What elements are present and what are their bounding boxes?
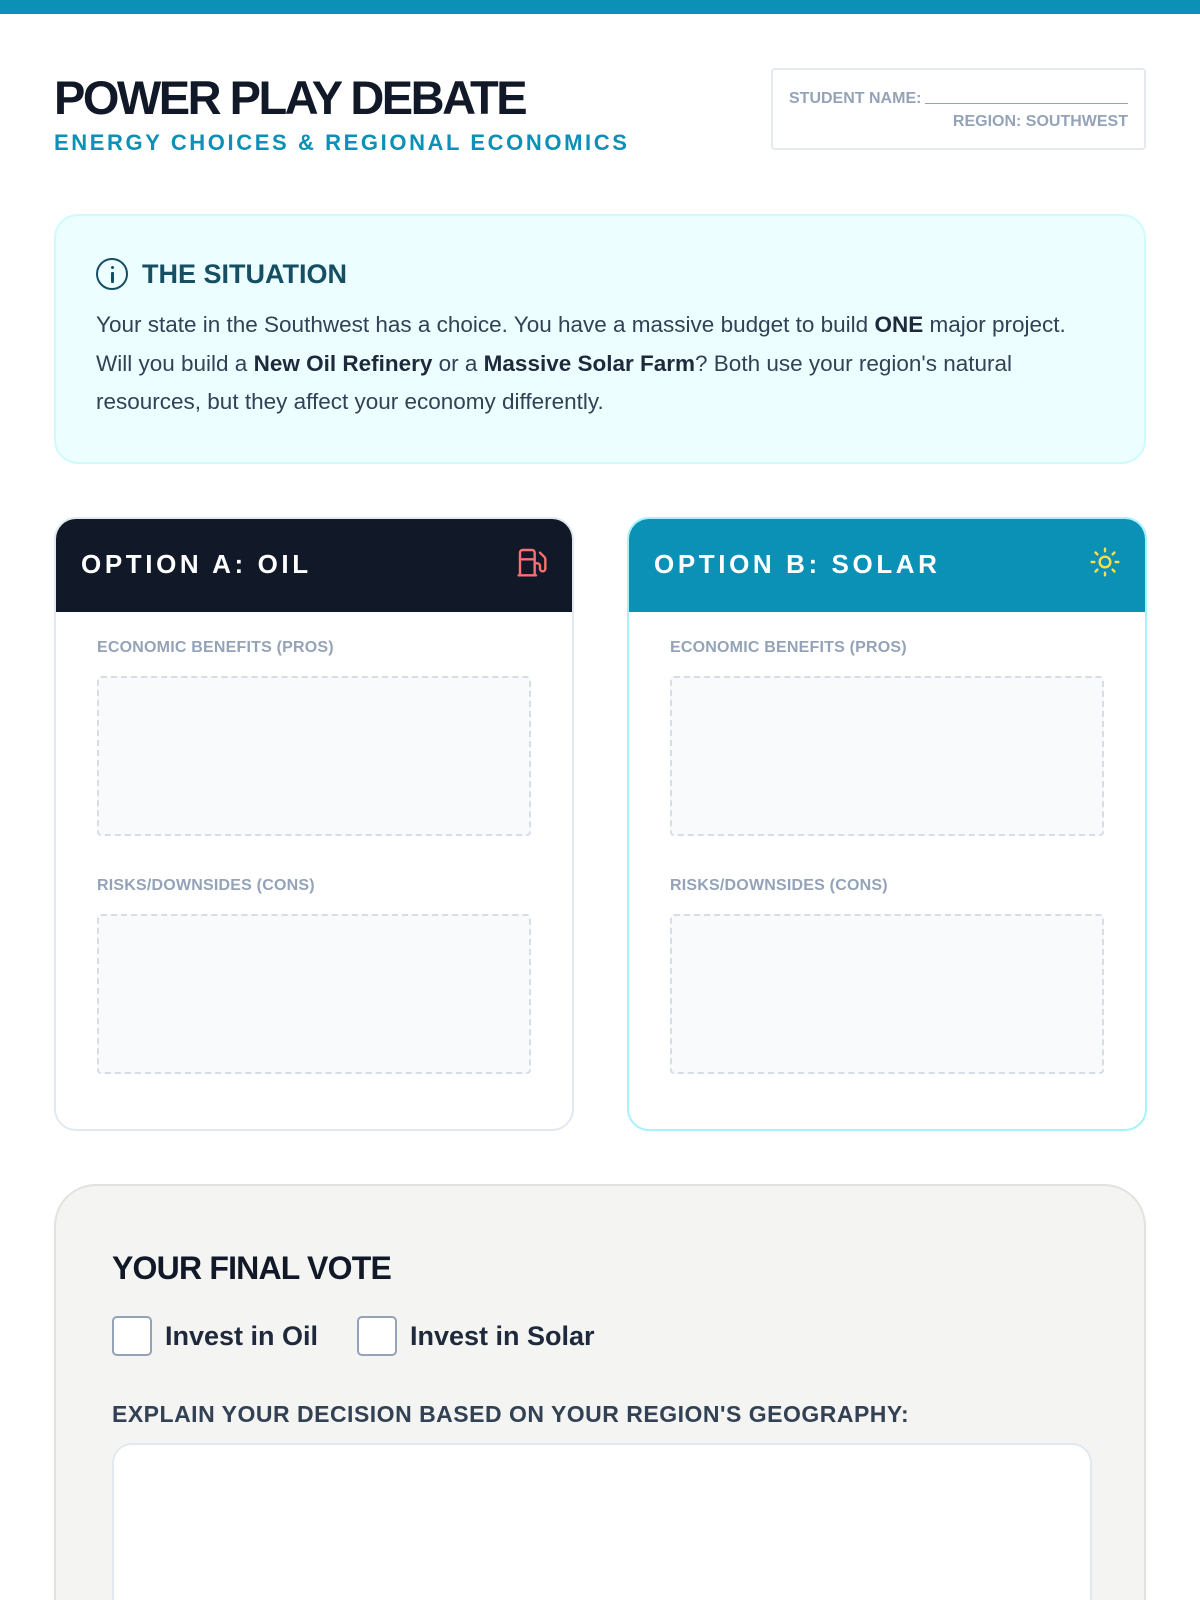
fuel-pump-icon [516, 546, 548, 583]
pros-label: ECONOMIC BENEFITS (PROS) [97, 639, 334, 656]
situation-emphasis: ONE [874, 312, 924, 337]
cons-answer-box[interactable] [97, 914, 531, 1074]
info-icon [96, 258, 128, 290]
explain-label: EXPLAIN YOUR DECISION BASED ON YOUR REGION'S GEOGRAPHY: [112, 1401, 910, 1427]
option-header-solar [627, 517, 1147, 612]
student-name-field[interactable] [925, 88, 1128, 104]
vote-title: YOUR FINAL VOTE [112, 1250, 391, 1286]
pros-answer-box[interactable] [97, 676, 531, 836]
page-subtitle: ENERGY CHOICES & REGIONAL ECONOMICS [54, 130, 630, 155]
vote-option-label: Invest in Oil [165, 1320, 319, 1351]
top-accent-bar [0, 0, 1200, 14]
pros-label: ECONOMIC BENEFITS (PROS) [670, 639, 907, 656]
option-header-oil [54, 517, 574, 612]
pros-answer-box[interactable] [670, 676, 1104, 836]
solar-checkbox[interactable] [357, 1316, 397, 1356]
student-name-label: STUDENT NAME: [789, 90, 922, 107]
vote-option-label: Invest in Solar [410, 1320, 595, 1351]
option-title: OPTION A: OIL [81, 549, 312, 579]
student-name-row [789, 84, 1128, 108]
situation-emphasis: Massive Solar Farm [483, 350, 696, 376]
situation-text-part: major project. Will you build a [96, 312, 1066, 376]
explanation-answer-box[interactable] [112, 1443, 1092, 1600]
cons-answer-box[interactable] [670, 914, 1104, 1074]
option-card-solar [627, 517, 1147, 1131]
situation-text [96, 306, 1104, 422]
page-title: POWER PLAY DEBATE [54, 71, 526, 124]
oil-checkbox[interactable] [112, 1316, 152, 1356]
situation-text-part: ? Both use your region's natural resources, but they affect your economy differently. [96, 350, 1013, 414]
vote-option-solar[interactable] [357, 1316, 595, 1356]
final-vote-panel [54, 1184, 1146, 1600]
sun-icon [1089, 546, 1121, 583]
cons-label: RISKS/DOWNSIDES (CONS) [670, 877, 888, 894]
option-card-oil [54, 517, 574, 1131]
situation-emphasis: New Oil Refinery [253, 350, 433, 376]
cons-label: RISKS/DOWNSIDES (CONS) [97, 877, 315, 894]
situation-text-part: or a [432, 350, 484, 376]
student-info-box [771, 68, 1146, 150]
situation-title: THE SITUATION [142, 258, 347, 289]
situation-panel [54, 214, 1146, 464]
option-title: OPTION B: SOLAR [654, 549, 941, 579]
region-label: REGION: SOUTHWEST [952, 113, 1128, 130]
situation-text-part: Your state in the Southwest has a choice. You have a massive budget to build [96, 312, 875, 337]
vote-option-oil[interactable] [112, 1316, 318, 1356]
situation-header [96, 256, 1104, 292]
